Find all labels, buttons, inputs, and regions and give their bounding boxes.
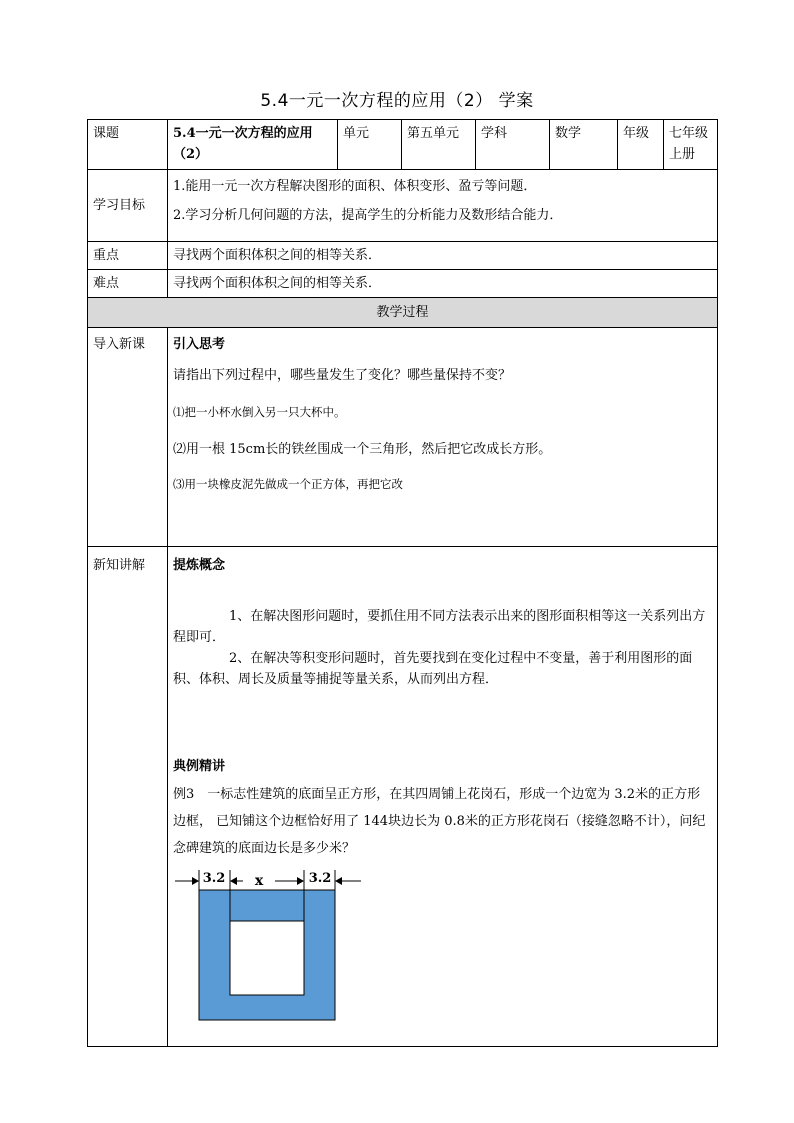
concept-point: 2、在解决等积变形问题时，首先要找到在变化过程中不变量，善于利用图形的面积、体积、周长及质量等捕捉等量关系，从而列出方程． — [173, 651, 693, 687]
goal-item: 1.能用一元一次方程解决图形的面积、体积变形、盈亏等问题． — [173, 179, 537, 194]
middle-width-label: x — [254, 873, 264, 889]
difficulty-label: 难点 — [88, 270, 168, 298]
new-knowledge-content — [168, 547, 718, 1047]
goals-row — [88, 170, 718, 242]
unit-value: 第五单元 — [402, 120, 476, 170]
key-point-row — [88, 242, 718, 270]
intro-label: 导入新课 — [88, 328, 168, 547]
middle-left-arrow-head — [230, 877, 237, 885]
lesson-table — [87, 119, 718, 1047]
difficulty-text: 寻找两个面积体积之间的相等关系． — [168, 270, 718, 298]
intro-content — [168, 328, 718, 547]
topic-value: 5.4一元一次方程的应用（2） — [168, 120, 338, 170]
example-heading: 典例精讲 — [173, 759, 226, 774]
process-header-row — [88, 298, 718, 328]
left-arrow-head — [192, 877, 199, 885]
subject-label: 学科 — [476, 120, 550, 170]
frame-diagram — [173, 868, 373, 1028]
topic-label: 课题 — [88, 120, 168, 170]
goals-label: 学习目标 — [88, 170, 168, 242]
left-width-label: 3.2 — [202, 871, 226, 886]
difficulty-row — [88, 270, 718, 298]
key-point-label: 重点 — [88, 242, 168, 270]
frame-diagram-svg — [173, 868, 373, 1028]
middle-right-arrow-head — [297, 877, 304, 885]
intro-item: ⑴把一小杯水倒入另一只大杯中。 — [173, 405, 346, 419]
unit-label: 单元 — [338, 120, 402, 170]
concept-heading: 提炼概念 — [173, 558, 226, 573]
intro-row — [88, 328, 718, 547]
example-text: 例3 一标志性建筑的底面呈正方形，在其四周铺上花岗石，形成一个边宽为 3.2米的正方形边框， 已知铺这个边框恰好用了 144块边长为 0.8米的正方形花岗石（接缝忽略不计），问纪念碑建筑的底面边长是多少米？ — [173, 787, 706, 856]
document-title: 5.4一元一次方程的应用（2） 学案 — [260, 91, 534, 111]
subject-value: 数学 — [550, 120, 618, 170]
goal-item: 2.学习分析几何问题的方法，提高学生的分析能力及数形结合能力． — [173, 208, 563, 223]
intro-item: ⑵用一根 15cm长的铁丝围成一个三角形，然后把它改成长方形。 — [173, 442, 552, 457]
new-knowledge-row — [88, 547, 718, 1047]
header-row — [88, 120, 718, 170]
concept-point: 1、在解决图形问题时，要抓住用不同方法表示出来的图形面积相等这一关系列出方程即可． — [173, 609, 706, 645]
key-point-text: 寻找两个面积体积之间的相等关系． — [168, 242, 718, 270]
process-header: 教学过程 — [88, 298, 718, 328]
intro-question: 请指出下列过程中，哪些量发生了变化？哪些量保持不变？ — [173, 368, 512, 383]
intro-heading: 引入思考 — [173, 337, 226, 352]
intro-item: ⑶用一块橡皮泥先做成一个正方体，再把它改 — [173, 477, 403, 491]
grade-value: 七年级上册 — [664, 120, 718, 170]
new-knowledge-label: 新知讲解 — [88, 547, 168, 1047]
right-width-label: 3.2 — [308, 871, 332, 886]
grade-label: 年级 — [618, 120, 664, 170]
inner-square — [230, 921, 304, 995]
right-arrow-head — [335, 877, 342, 885]
goals-content — [168, 170, 718, 242]
